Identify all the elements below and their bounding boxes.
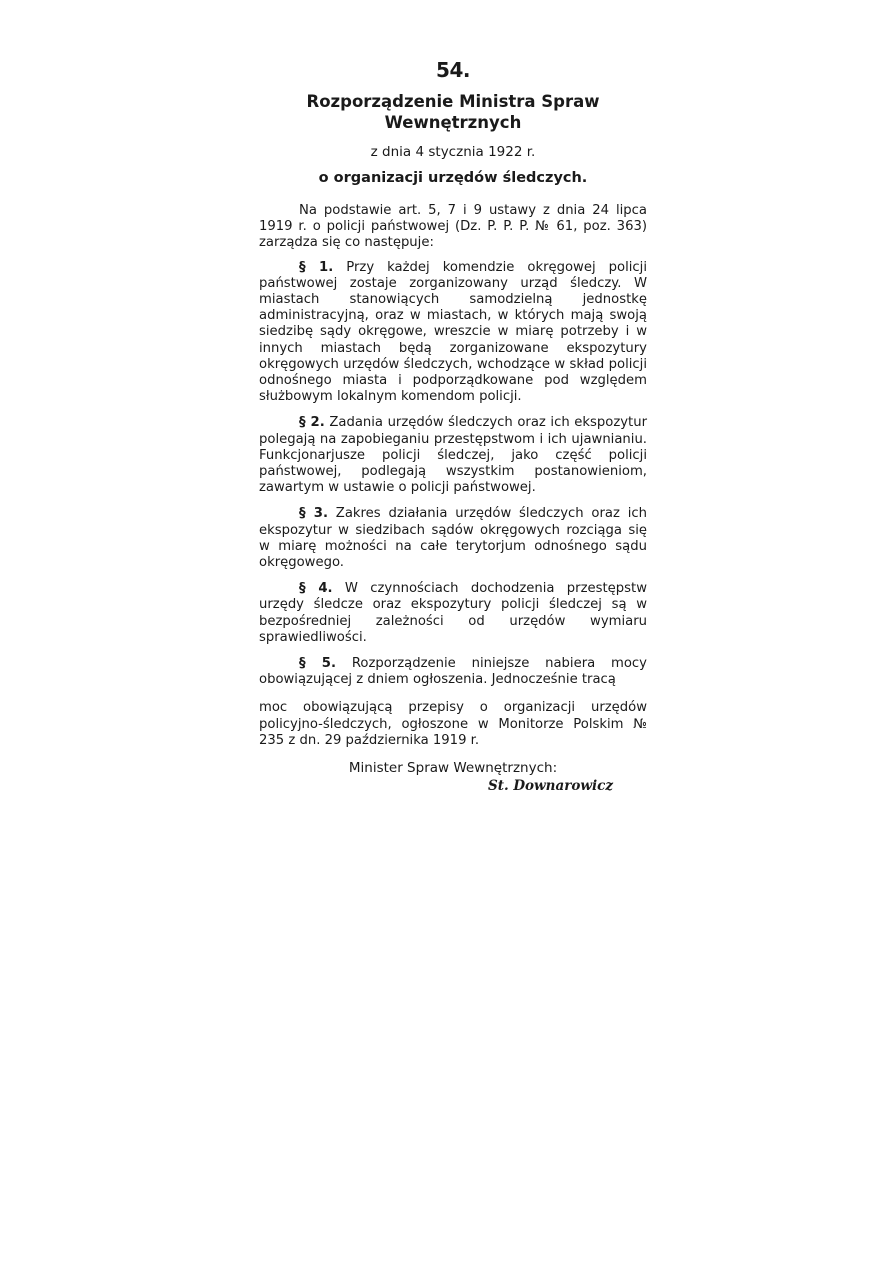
- section-3-label: § 3.: [299, 506, 328, 522]
- section-1-paragraph: [259, 260, 647, 406]
- regulation-title-line2: Wewnętrznych: [384, 113, 522, 132]
- section-5-paragraph: [259, 656, 647, 688]
- regulation-title-line1: Rozporządzenie Ministra Spraw: [306, 92, 600, 111]
- section-4-label: § 4.: [299, 581, 333, 597]
- preamble-paragraph: Na podstawie art. 5, 7 i 9 ustawy z dnia 24 lipca 1919 r. o policji państwowej (Dz. P. P. P. № 61, poz. 363) zarządza się co następuje:: [259, 203, 647, 251]
- section-5-text: Rozporządzenie niniejsze nabiera mocy obowiązującej z dniem ogłoszenia. Jednocześnie tracą: [259, 656, 647, 688]
- regulation-subject: o organizacji urzędów śledczych.: [318, 170, 588, 186]
- document-body: [259, 58, 647, 795]
- section-4-paragraph: [259, 581, 647, 646]
- section-2-label: § 2.: [299, 415, 325, 431]
- document-number: 54.: [436, 58, 470, 82]
- section-1-text: Przy każdej komendzie okręgowej policji państwowej zostaje zorganizowany urząd śledczy. W miastach stanowiących samodzielną jednostkę administracyjną, oraz w miastach, w których mają swoją siedzibę sądy okręgowe, wreszcie w miarę potrzeby i w innych miastach będą zorganizowane ekspozytury okręgowych urzędów śledczych, wchodzące w skład policji odnośnego miasta i podporządkowane pod względem służbowym lokalnym komendom policji.: [259, 259, 647, 405]
- section-2-text: Zadania urzędów śledczych oraz ich ekspozytur polegają na zapobieganiu przestępstwom i ich ujawnianiu. Funkcjonarjusze policji śledczej, jako część policji państwowej, podlegają wszystkim postanowieniom, zawartym w ustawie o policji państwowej.: [259, 415, 647, 496]
- section-1-label: § 1.: [299, 259, 334, 275]
- continuation-paragraph: moc obowiązującą przepisy o organizacji urzędów policyjno-śledczych, ogłoszone w Monitorze Polskim № 235 z dn. 29 października 1919 r.: [259, 700, 647, 748]
- regulation-title: [259, 91, 647, 133]
- section-3-text: Zakres działania urzędów śledczych oraz ich ekspozytur w siedzibach sądów okręgowych rozciąga się w miarę możności na całe terytorjum odnośnego sądu okręgowego.: [259, 506, 647, 571]
- section-4-text: W czynnościach dochodzenia przestępstw urzędy śledcze oraz ekspozytury policji śledczej są w bezpośredniej zależności od urzędów wymiaru sprawiedliwości.: [259, 581, 647, 645]
- signature-title: Minister Spraw Wewnętrznych:: [348, 760, 558, 777]
- regulation-date: z dnia 4 stycznia 1922 r.: [370, 144, 536, 160]
- section-5-label: § 5.: [299, 656, 336, 672]
- section-3-paragraph: [259, 506, 647, 571]
- section-2-paragraph: [259, 415, 647, 496]
- signature-name: St. Downarowicz: [487, 778, 613, 795]
